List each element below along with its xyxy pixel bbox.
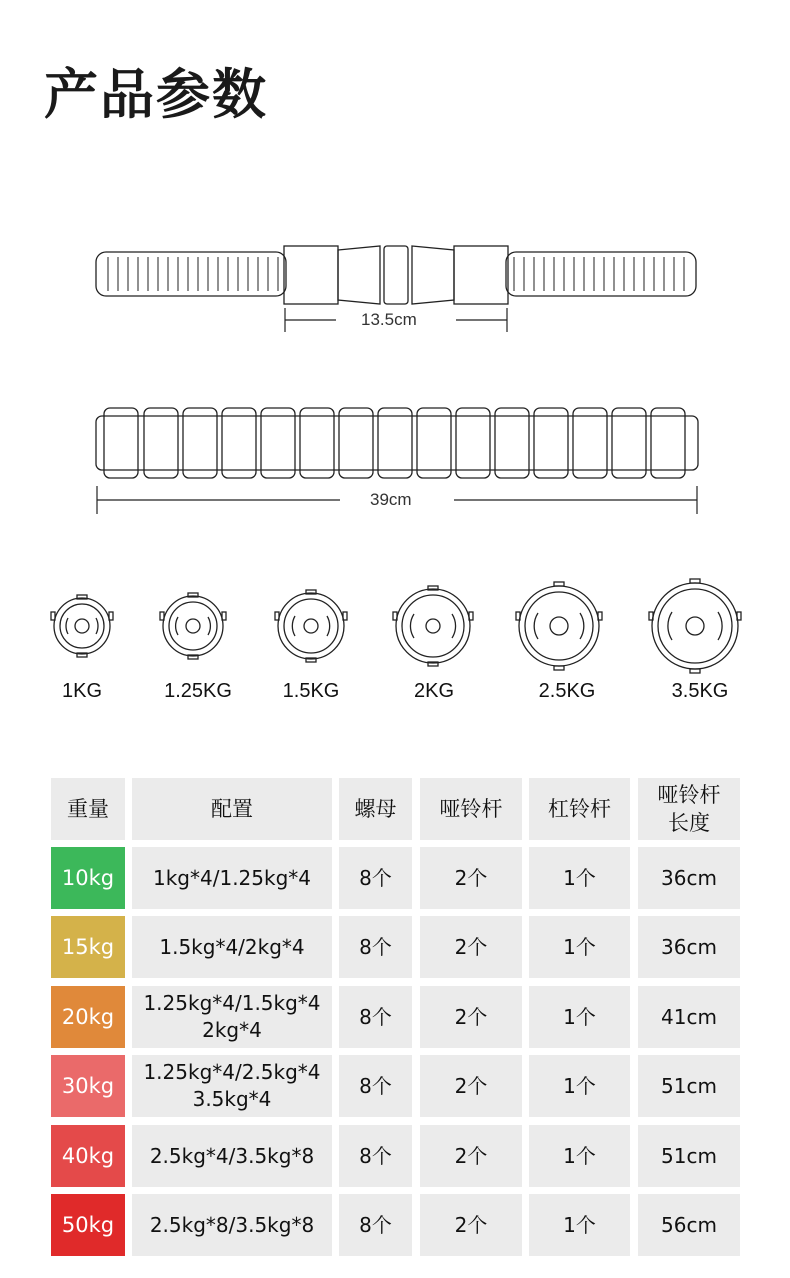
- row-dumbbell-bar-cell: 2个: [420, 986, 522, 1048]
- row-weight-cell: 10kg: [51, 847, 125, 909]
- row-length-cell: 36cm: [638, 847, 740, 909]
- row-nuts-cell: 8个: [339, 1055, 412, 1117]
- row-dumbbell-bar-cell: 2个: [420, 1194, 522, 1256]
- row-length-cell: 56cm: [638, 1194, 740, 1256]
- row-barbell-bar-cell: 1个: [529, 916, 630, 978]
- plate-label-3-5kg: 3.5KG: [671, 680, 729, 702]
- header-dumbbell-bar: 哑铃杆: [420, 778, 522, 840]
- row-weight-cell: 40kg: [51, 1125, 125, 1187]
- row-nuts-cell: 8个: [339, 847, 412, 909]
- config-line: 2.5kg*4/3.5kg*8: [149, 1143, 315, 1168]
- plate-label-2kg: 2KG: [413, 680, 455, 702]
- row-config-cell: [132, 1194, 332, 1256]
- header-config: 配置: [132, 778, 332, 840]
- config-line: 2.5kg*8/3.5kg*8: [149, 1212, 315, 1237]
- row-length-cell: 41cm: [638, 986, 740, 1048]
- row-weight-cell: 15kg: [51, 916, 125, 978]
- config-line: 1.5kg*4/2kg*4: [159, 934, 305, 959]
- header-barbell-bar: 杠铃杆: [529, 778, 630, 840]
- row-dumbbell-bar-cell: 2个: [420, 847, 522, 909]
- header-dumbbell-length: 哑铃杆 长度: [638, 778, 740, 840]
- row-dumbbell-bar-cell: 2个: [420, 1055, 522, 1117]
- row-length-cell: 36cm: [638, 916, 740, 978]
- plate-1-5kg: [275, 590, 347, 662]
- header-nuts: 螺母: [339, 778, 412, 840]
- row-config-cell: [132, 1055, 332, 1117]
- handle-length-label: 13.5cm: [355, 310, 423, 330]
- row-nuts-cell: 8个: [339, 1125, 412, 1187]
- plate-3-5kg: [649, 579, 741, 673]
- row-weight-cell: 20kg: [51, 986, 125, 1048]
- row-config-cell: [132, 1125, 332, 1187]
- row-dumbbell-bar-cell: 2个: [420, 916, 522, 978]
- row-barbell-bar-cell: 1个: [529, 1194, 630, 1256]
- row-barbell-bar-cell: 1个: [529, 1125, 630, 1187]
- row-nuts-cell: 8个: [339, 986, 412, 1048]
- row-weight-cell: 50kg: [51, 1194, 125, 1256]
- row-length-cell: 51cm: [638, 1125, 740, 1187]
- row-dumbbell-bar-cell: 2个: [420, 1125, 522, 1187]
- row-config-cell: [132, 986, 332, 1048]
- plate-1-25kg: [160, 593, 226, 659]
- bar-length-label: 39cm: [364, 490, 418, 510]
- plate-label-1kg: 1KG: [61, 680, 103, 702]
- config-line: 1kg*4/1.25kg*4: [153, 865, 311, 890]
- row-config-cell: [132, 847, 332, 909]
- config-line: 3.5kg*4: [192, 1087, 272, 1111]
- config-line: 2kg*4: [202, 1018, 262, 1042]
- row-length-cell: 51cm: [638, 1055, 740, 1117]
- plate-label-2-5kg: 2.5KG: [538, 680, 596, 702]
- plate-1kg: [51, 595, 113, 657]
- plate-2kg: [393, 586, 473, 666]
- plate-2-5kg: [516, 582, 602, 670]
- page-title: 产品参数: [44, 63, 268, 126]
- config-line: 1.25kg*4/2.5kg*4: [143, 1060, 321, 1084]
- row-nuts-cell: 8个: [339, 1194, 412, 1256]
- row-nuts-cell: 8个: [339, 916, 412, 978]
- plate-label-1-5kg: 1.5KG: [282, 680, 340, 702]
- row-barbell-bar-cell: 1个: [529, 847, 630, 909]
- header-weight: 重量: [51, 778, 125, 840]
- row-barbell-bar-cell: 1个: [529, 1055, 630, 1117]
- config-line: 1.25kg*4/1.5kg*4: [143, 991, 321, 1015]
- row-barbell-bar-cell: 1个: [529, 986, 630, 1048]
- plate-label-1-25kg: 1.25KG: [164, 680, 232, 702]
- row-weight-cell: 30kg: [51, 1055, 125, 1117]
- row-config-cell: [132, 916, 332, 978]
